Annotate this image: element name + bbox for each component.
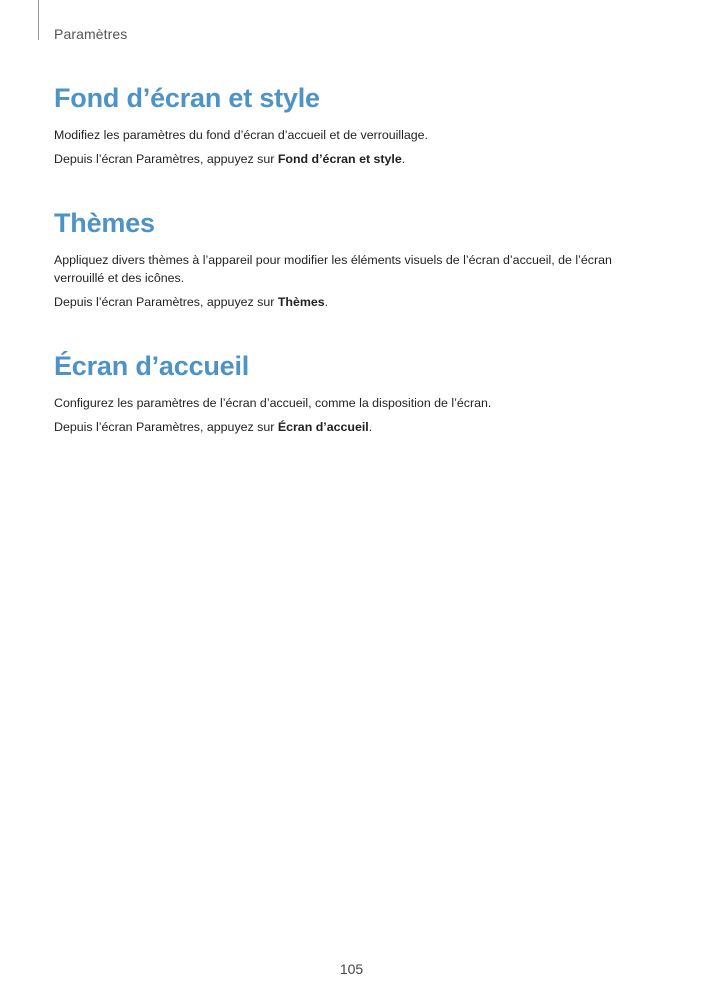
section-description: Modifiez les paramètres du fond d’écran d’accueil et de verrouillage. xyxy=(54,128,428,142)
instruction-suffix: . xyxy=(324,295,329,309)
section-wallpaper-style xyxy=(54,80,644,168)
instruction-target: Thèmes xyxy=(277,295,325,309)
section-description: Configurez les paramètres de l’écran d’accueil, comme la disposition de l’écran. xyxy=(54,396,492,410)
instruction-prefix: Depuis l’écran Paramètres, appuyez sur xyxy=(54,420,278,434)
section-title: Fond d’écran et style xyxy=(54,83,320,113)
section-instruction xyxy=(54,418,644,436)
header-divider-line xyxy=(38,0,39,40)
instruction-suffix: . xyxy=(401,152,406,166)
section-title: Thèmes xyxy=(54,208,155,238)
section-home-screen xyxy=(54,348,644,436)
section-instruction xyxy=(54,293,644,311)
instruction-prefix: Depuis l’écran Paramètres, appuyez sur xyxy=(54,152,278,166)
page-content xyxy=(54,80,644,473)
instruction-suffix: . xyxy=(368,420,373,434)
section-title: Écran d’accueil xyxy=(54,351,250,381)
section-instruction xyxy=(54,150,644,168)
instruction-prefix: Depuis l’écran Paramètres, appuyez sur xyxy=(54,295,278,309)
page-number: 105 xyxy=(339,961,364,977)
section-description: Appliquez divers thèmes à l’appareil pour modifier les éléments visuels de l’écran d’accueil, de l’écran verrouillé et des icônes. xyxy=(54,253,612,285)
section-themes xyxy=(54,205,644,311)
instruction-target: Fond d’écran et style xyxy=(277,152,402,166)
chapter-header: Paramètres xyxy=(54,26,128,42)
instruction-target: Écran d’accueil xyxy=(277,420,369,434)
